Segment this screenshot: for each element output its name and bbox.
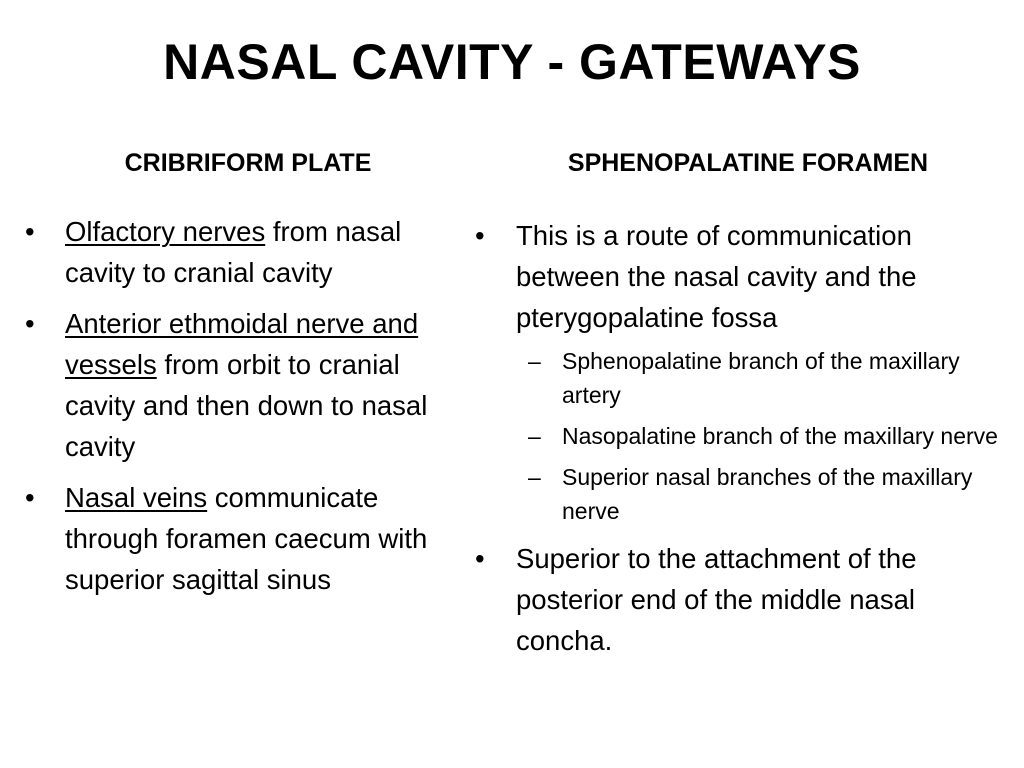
list-item <box>22 477 462 600</box>
left-column-heading: CRIBRIFORM PLATE <box>124 149 372 177</box>
right-bullet-list <box>472 215 1002 671</box>
dash-icon: – <box>528 464 541 490</box>
bullet-icon: • <box>475 220 485 251</box>
bullet-text: from nasal cavity to cranial cavity <box>65 216 402 288</box>
left-bullet-list <box>22 211 462 610</box>
sub-item-text: Nasopalatine branch of the maxillary nerve <box>562 423 998 449</box>
dash-icon: – <box>528 348 541 374</box>
bullet-icon: • <box>25 308 35 339</box>
right-column <box>472 0 1002 768</box>
sub-list-item <box>516 344 1002 412</box>
bullet-text: This is a route of communication between the nasal cavity and the pterygopalatine fossa <box>516 220 917 333</box>
right-column-heading: SPHENOPALATINE FORAMEN <box>567 149 929 177</box>
underlined-term: Nasal veins <box>65 482 208 513</box>
bullet-icon: • <box>25 216 35 247</box>
bullet-icon: • <box>475 543 485 574</box>
list-item <box>472 538 1002 661</box>
slide-title: NASAL CAVITY - GATEWAYS <box>163 34 861 90</box>
underlined-term: Anterior ethmoidal nerve and vessels <box>65 308 419 380</box>
sub-item-text: Superior nasal branches of the maxillary nerve <box>562 464 973 524</box>
sub-list-item <box>516 460 1002 528</box>
bullet-text: communicate through foramen caecum with superior sagittal sinus <box>65 482 428 595</box>
bullet-icon: • <box>25 482 35 513</box>
list-item <box>22 303 462 467</box>
sub-item-text: Sphenopalatine branch of the maxillary artery <box>562 348 960 408</box>
bullet-text: Superior to the attachment of the posterior end of the middle nasal concha. <box>516 543 917 656</box>
sub-list-item <box>516 419 1002 453</box>
list-item <box>22 211 462 293</box>
bullet-text: from orbit to cranial cavity and then down to nasal cavity <box>65 349 428 462</box>
list-item <box>472 215 1002 528</box>
dash-icon: – <box>528 423 541 449</box>
sub-list <box>516 344 1002 528</box>
underlined-term: Olfactory nerves <box>65 216 266 247</box>
left-column <box>22 0 462 768</box>
